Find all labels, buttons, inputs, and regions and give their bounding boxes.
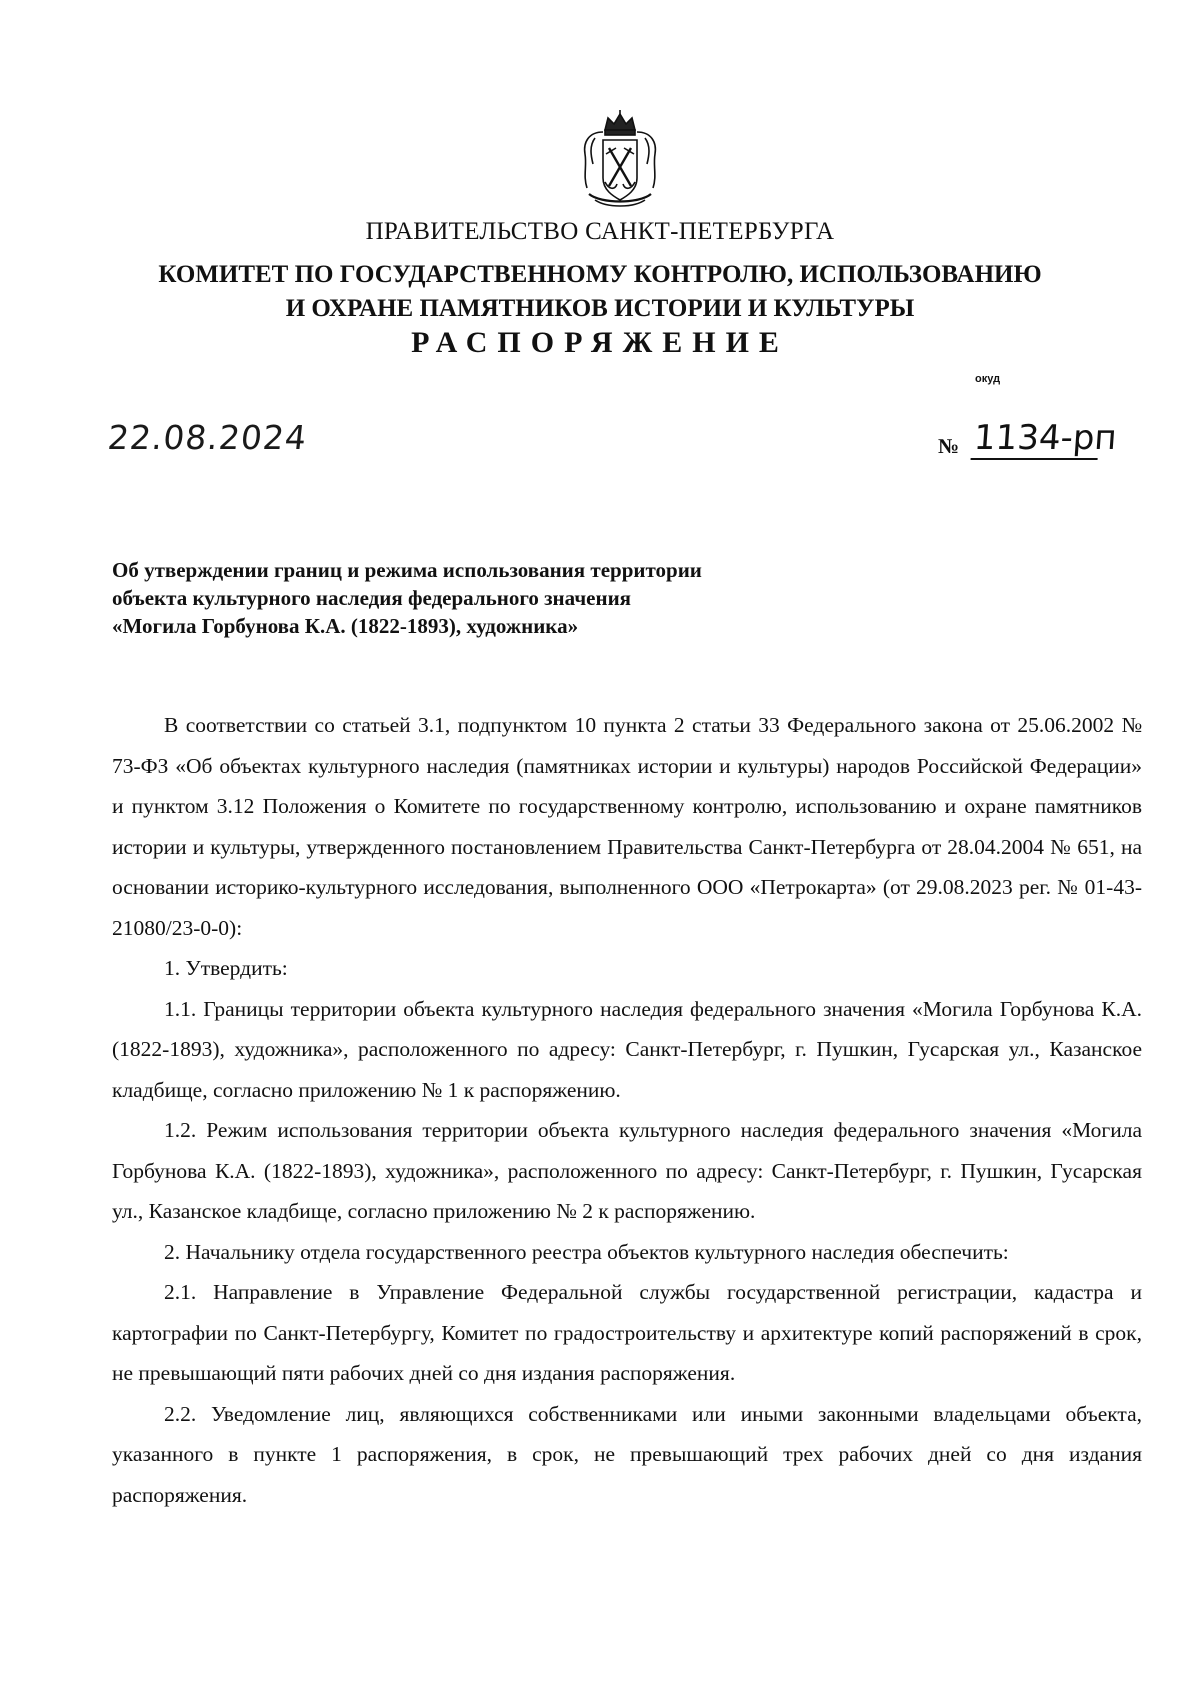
document-type-title: РАСПОРЯЖЕНИЕ — [411, 326, 789, 359]
number-sign: № — [938, 434, 960, 458]
document-date: 22.08.2024 — [105, 418, 310, 457]
committee-title-line-1: КОМИТЕТ ПО ГОСУДАРСТВЕННОМУ КОНТРОЛЮ, ИСПОЛЬЗОВАНИЮ — [158, 261, 1042, 288]
committee-title-line-2: И ОХРАНЕ ПАМЯТНИКОВ ИСТОРИИ И КУЛЬТУРЫ — [285, 295, 915, 322]
subject-line-1: Об утверждении границ и режима использования территории — [112, 558, 702, 582]
clause-1-2: 1.2. Режим использования территории объекта культурного наследия федерального значения «Могила Горбунова К.А. (1822-1893), художника», расположенного по адресу: Санкт-Петербург, г. Пушкин, Гусарская ул., Казанское кладбище, согласно приложению № 2 к распоряжению. — [112, 1118, 1142, 1223]
government-title: ПРАВИТЕЛЬСТВО САНКТ-ПЕТЕРБУРГА — [365, 218, 835, 245]
subject-line-3: «Могила Горбунова К.А. (1822-1893), художника» — [112, 614, 579, 638]
document-subject — [112, 556, 872, 640]
number-value: 1134-рп — [971, 418, 1101, 460]
clause-2-2: 2.2. Уведомление лиц, являющихся собственниками или иными законными владельцами объекта, указанного в пункте 1 распоряжения, в срок, не превышающий трех рабочих дней со дня издания распоряжения. — [112, 1401, 1142, 1507]
committee-title — [0, 258, 1200, 326]
clause-2-1: 2.1. Направление в Управление Федеральной службы государственной регистрации, кадастра и картографии по Санкт-Петербургу, Комитет по градостроительству и архитектуре копий распоряжений в срок, не превышающий пяти рабочих дней со дня издания распоряжения. — [112, 1280, 1142, 1385]
clause-2: 2. Начальнику отдела государственного реестра объектов культурного наследия обеспечить: — [164, 1239, 1009, 1264]
clause-1-1: 1.1. Границы территории объекта культурного наследия федерального значения «Могила Горбунова К.А. (1822-1893), художника», расположенного по адресу: Санкт-Петербург, г. Пушкин, Гусарская ул., Казанское кладбище, согласно приложению № 1 к распоряжению. — [112, 996, 1142, 1102]
saint-petersburg-coat-of-arms-icon — [575, 110, 665, 210]
document-body — [112, 705, 1142, 1515]
okud-label: окуд — [975, 373, 1001, 385]
clause-1: 1. Утвердить: — [164, 956, 288, 980]
preamble-paragraph: В соответствии со статьей 3.1, подпунктом 10 пункта 2 статьи 33 Федерального закона от 25.06.2002 № 73-ФЗ «Об объектах культурного наследия (памятниках истории и культуры) народов Российской Федерации» и пунктом 3.12 Положения о Комитете по государственному контролю, использованию и охране памятников истории и культуры, утвержденного постановлением Правительства Санкт-Петербурга от 28.04.2004 № 651, на основании историко-культурного исследования, выполненного ООО «Петрокарта» (от 29.08.2023 рег. № 01-43-21080/23-0-0): — [112, 713, 1142, 940]
subject-line-2: объекта культурного наследия федерального значения — [112, 586, 632, 610]
